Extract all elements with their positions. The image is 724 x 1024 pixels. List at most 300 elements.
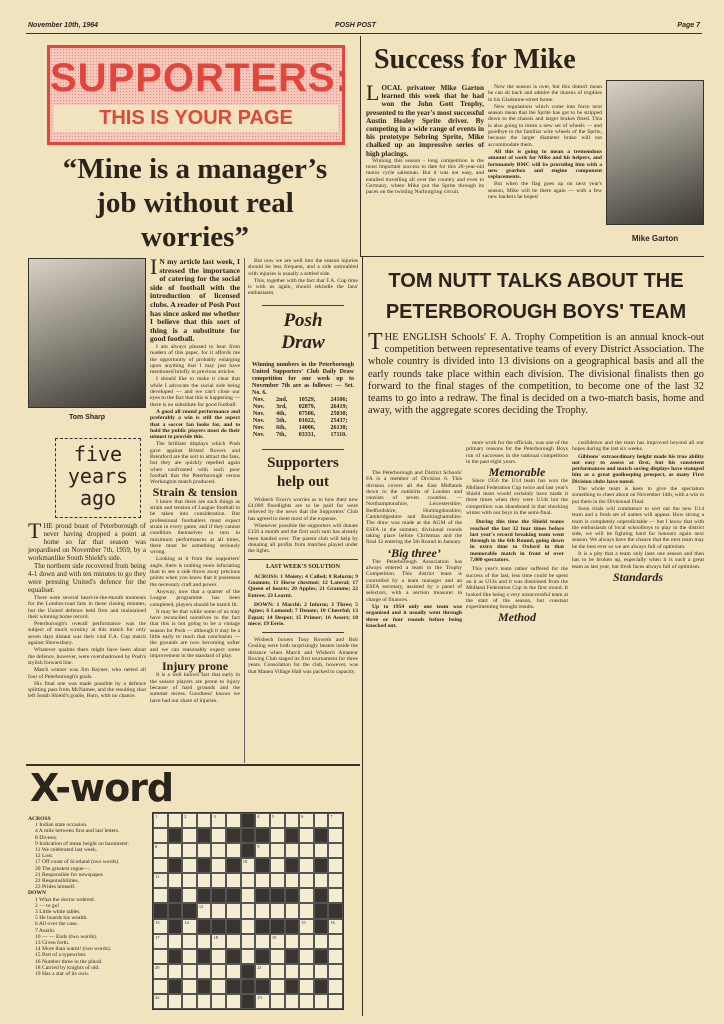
crossword-black-cell: [226, 888, 241, 903]
crossword-black-cell: [328, 903, 343, 918]
draw-row: [252, 418, 358, 425]
drop-cap: T: [368, 329, 383, 355]
crossword-cell[interactable]: [270, 979, 285, 994]
posh-draw-title: [248, 310, 358, 354]
crossword-black-cell: [285, 949, 300, 964]
article-paragraph: Now the season is over, but this doesn't mean he can sit back and admire the dozens of trophies in his Gladstone-street home.: [488, 84, 602, 103]
crossword-black-cell: [241, 828, 256, 843]
draw-cell: 03331,: [298, 431, 316, 438]
draw-cell: Nov.: [253, 410, 265, 417]
crossword-cell[interactable]: [182, 828, 197, 843]
crossword-cell[interactable]: [314, 873, 329, 888]
crossword-black-cell: [168, 979, 183, 994]
title-line: Draw: [281, 331, 325, 353]
draw-cell: 25038;: [330, 410, 348, 417]
crossword-black-cell: [168, 903, 183, 918]
header-rule: [26, 33, 702, 34]
clue-down: 18 Carried by knights of old.: [35, 964, 100, 971]
crossword-cell[interactable]: [255, 934, 270, 949]
crossword-cell[interactable]: [226, 934, 241, 949]
crossword-cell[interactable]: [285, 934, 300, 949]
box-title-line: years: [67, 464, 129, 488]
article-paragraph: Since 1956 the U14 team has won the Midland Federation Cup twice and last year's Shield team would certainly have made it three times when they were U14s but the competition was abandoned in that shocking winter with our boys in the semi-final.: [466, 478, 568, 516]
draw-cell: 6th,: [276, 424, 286, 431]
crossword-cell[interactable]: [241, 888, 256, 903]
crossword-cell[interactable]: [182, 949, 197, 964]
crossword-cell[interactable]: [285, 813, 300, 828]
clue-across: 9 Indication of mean height on barometer.: [35, 840, 129, 847]
crossword-cell[interactable]: [211, 964, 226, 979]
cell-number: 5: [271, 814, 275, 819]
crossword-cell[interactable]: [226, 843, 241, 858]
cell-number: 8: [155, 844, 158, 850]
crossword-black-cell: [197, 858, 212, 873]
article-paragraph: It is a pity that a team only lasts one season and then has to be broken up, especially when it is such a great team as last year, but fresh faces always full of optimism.: [572, 551, 704, 570]
crossword-cell[interactable]: [211, 994, 226, 1009]
crossword-cell[interactable]: [299, 964, 314, 979]
draw-row: [252, 404, 358, 411]
crossword-grid[interactable]: [152, 812, 344, 1010]
cell-number: 15: [301, 919, 306, 925]
crossword-cell[interactable]: [153, 813, 168, 828]
crossword-black-cell: [314, 949, 329, 964]
crossword-cell[interactable]: [168, 934, 183, 949]
clue-across: 22 Responsibilities.: [35, 878, 80, 885]
mike-article-col2: [488, 84, 602, 254]
crossword-cell[interactable]: [211, 858, 226, 873]
draw-cell: 2nd,: [276, 396, 288, 403]
crossword-cell[interactable]: [299, 873, 314, 888]
draw-cell: 14006,: [298, 424, 316, 431]
article-paragraph: During this time the Shield teams reached the last 32 four times before last year's record breaking team went through to the 6th Round, going down in extra time to Oxford in that memorable match in front of over 7,000 spectators.: [470, 519, 564, 564]
cell-number: 1: [155, 814, 158, 819]
crossword-cell[interactable]: [153, 994, 168, 1009]
draw-cell: 01022,: [298, 417, 316, 424]
crossword-cell[interactable]: [241, 903, 256, 918]
crossword-black-cell: [314, 919, 329, 934]
crossword-black-cell: [241, 994, 256, 1009]
draw-cell: 26419;: [330, 403, 348, 410]
crossword-black-cell: [314, 888, 329, 903]
crossword-cell[interactable]: [211, 813, 226, 828]
cell-number: 2: [184, 814, 187, 819]
crossword-cell[interactable]: [314, 813, 329, 828]
crossword-black-cell: [241, 964, 256, 979]
photo-caption: Tom Sharp: [68, 414, 106, 421]
article-paragraph: Wisbech Town's worries as to how their new £4,000 floodlights are to be paid for were relieved by the news that the Supporters' Club has agreed to meet most of the expense.: [248, 496, 358, 522]
subheading: ‘Big three’: [387, 545, 441, 560]
draw-cell: Nov.: [253, 417, 265, 424]
clue-down: 19 Has a star of its own.: [35, 971, 90, 978]
draw-row: [252, 425, 358, 432]
article-paragraph: But when the flag goes up on next year's season, Mike will be there again — with a few new backers he hopes!: [488, 181, 602, 201]
draw-cell: 3rd,: [276, 403, 287, 410]
drop-cap: I: [150, 258, 158, 279]
crossword-cell[interactable]: [328, 858, 343, 873]
article-paragraph: But now we are well into the season injuries should be less frequent, and a side untroubled with injuries is usually a settled side.: [248, 258, 358, 277]
crossword-cell[interactable]: [226, 873, 241, 888]
article-paragraph: Winning this season - long competition is the most important success to date for this 28-year-old motor cycle salesman. But it was not easy, and entailed travelling all over the country and even to Germany, where Mike put the Sprite through its paces on the twisting Nurburgring circuit.: [366, 157, 484, 196]
crossword-cell[interactable]: [197, 813, 212, 828]
article-paragraph: This, together with the fact that F.A. Cup time is with us again, should rekindle the fans' enthusiasm.: [248, 277, 358, 297]
article-paragraph: Up to 1954 only one team was organised and it usually went through three or four rounds before being knocked out.: [366, 603, 462, 629]
draw-cell: Nov.: [253, 424, 265, 431]
solution-title: LAST WEEK'S SOLUTION: [266, 564, 340, 571]
crossword-cell[interactable]: [270, 949, 285, 964]
crossword-cell[interactable]: [255, 843, 270, 858]
crossword-cell[interactable]: [241, 949, 256, 964]
crossword-cell[interactable]: [299, 903, 314, 918]
crossword-cell[interactable]: [299, 843, 314, 858]
draw-cell: 4th,: [276, 410, 286, 417]
crossword-black-cell: [241, 843, 256, 858]
cell-number: 6: [301, 814, 304, 819]
crossword-cell[interactable]: [299, 813, 314, 828]
crossword-cell[interactable]: [328, 873, 343, 888]
subheading: Method: [497, 610, 536, 625]
crossword-cell[interactable]: [226, 994, 241, 1009]
crossword-cell[interactable]: [299, 934, 314, 949]
crossword-cell[interactable]: [299, 949, 314, 964]
crossword-cell[interactable]: [241, 873, 256, 888]
crossword-cell[interactable]: [255, 964, 270, 979]
banner-title: SUPPORTERS:: [50, 56, 350, 100]
crossword-black-cell: [153, 903, 168, 918]
box-title-line: ago: [79, 486, 117, 510]
crossword-cell[interactable]: [168, 813, 183, 828]
crossword-cell[interactable]: [314, 843, 329, 858]
crossword-black-cell: [241, 979, 256, 994]
draw-cell: Nov.: [253, 396, 265, 403]
crossword-black-cell: [255, 858, 270, 873]
mike-headline: Success for Mike: [374, 44, 576, 75]
crossword-black-cell: [285, 888, 300, 903]
crossword-cell[interactable]: [168, 873, 183, 888]
article-paragraph: I know that there are such things as strain and tension of League football to be taken into consideration. But professional footballers must expect strain in every game, and if they cannot condition themselves to turn in maximum performances at all times, there must be something seriously wrong.: [150, 498, 240, 556]
crossword-cell[interactable]: [153, 843, 168, 858]
draw-results-table: [252, 397, 358, 439]
crossword-cell[interactable]: [314, 994, 329, 1009]
clue-across: 8 Divests.: [35, 834, 58, 841]
crossword-cell[interactable]: [211, 979, 226, 994]
crossword-cell[interactable]: [168, 843, 183, 858]
page-number: Page 7: [677, 22, 700, 29]
crossword-cell[interactable]: [197, 843, 212, 858]
article-paragraph: Soon trials will commence to sort out the new U14 team and a fresh set of names will appear. How strong a team is completely unpredictable — but I know that with the enthusiasm of local schoolboys to play in the district side, we will be fighting hard for honours again next season. We always have the chance that the next team may be the best ever so we are always full of optimism.: [572, 505, 704, 550]
column-divider: [360, 36, 361, 256]
crossword-cell[interactable]: [314, 964, 329, 979]
crossword-cell[interactable]: [197, 934, 212, 949]
nutt-headline: [368, 266, 704, 328]
supporters-help-title: Supporters help out: [267, 454, 339, 490]
crossword-cell[interactable]: [226, 813, 241, 828]
cell-number: 20: [155, 964, 160, 970]
crossword-black-cell: [197, 979, 212, 994]
xword-clues: [28, 816, 146, 977]
crossword-cell[interactable]: [211, 828, 226, 843]
clue-down: 16 Number three in the plural.: [35, 958, 103, 965]
article-paragraph: more work for the officials, was one of the primary reasons for the Peterborough Boys run of successes in the national competition in the past eight years.: [466, 440, 568, 465]
crossword-cell[interactable]: [285, 964, 300, 979]
five-years-article: [28, 522, 146, 762]
crossword-cell[interactable]: [255, 994, 270, 1009]
clue-down: 1 What the doctor ordered.: [35, 896, 96, 903]
crossword-cell[interactable]: [226, 964, 241, 979]
manager-article: [150, 258, 240, 763]
draw-row: [252, 411, 358, 418]
crossword-cell[interactable]: [299, 888, 314, 903]
crossword-black-cell: [285, 919, 300, 934]
crossword-black-cell: [168, 919, 183, 934]
crossword-cell[interactable]: [211, 934, 226, 949]
crossword-cell[interactable]: [328, 934, 343, 949]
crossword-cell[interactable]: [328, 843, 343, 858]
article-paragraph: I am always pleased to hear from readers of this paper, for it affords me the opportunity of probably enlarging upon anything that I may just have mentioned briefly in previous articles.: [150, 343, 240, 376]
crossword-cell[interactable]: [241, 858, 256, 873]
crossword-cell[interactable]: [328, 979, 343, 994]
article-paragraph: Whatever qualms there might have been about the defence, however, were overshadowed by Posh's stylish forward line.: [28, 647, 146, 666]
crossword-black-cell: [182, 903, 197, 918]
cell-number: 16: [330, 919, 335, 925]
clue-down: 14 More than warm! (two words).: [35, 946, 112, 953]
crossword-cell[interactable]: [270, 903, 285, 918]
crossword-cell[interactable]: [328, 919, 343, 934]
article-paragraph: This year's team rather suffered for the success of the last, less time could be spent on it as U14s and it was dismissed from the Midland Federation Cup in the first round. It looked like being a very unsuccessful team at the start of the season, but constant experimenting brought results.: [466, 566, 568, 611]
crossword-cell[interactable]: [182, 888, 197, 903]
nutt-intro: [368, 329, 704, 417]
article-paragraph: HE proud boast of Peterborough of never having dropped a point at home so far that season was jeopardised on November 7th, 1959, by a workmanlike South Shield's side.: [28, 522, 146, 562]
crossword-cell[interactable]: [168, 994, 183, 1009]
crossword-cell[interactable]: [197, 873, 212, 888]
article-paragraph: His final one was made possible by a defence splitting pass from McNamee, and the resulting shot left South Shield's goalie, Burn, with no chance.: [28, 680, 146, 700]
crossword-cell[interactable]: [299, 979, 314, 994]
subheading: Standards: [612, 569, 664, 584]
subheading: Memorable: [488, 465, 546, 480]
solution-down: DOWN: 1 Marchi; 2 Inform; 3 Three; 5 Agnes; 6 Lomond; 7 Denote; 10 Cheerful; 13 Equat; 14 Despot; 15 Primer; 16 Assert; 18 niece; 19 Eerie.: [248, 601, 358, 627]
article-paragraph: It is a well known fact that early in the season players are prone to injury because of hard grounds and the summer recess. Goodness' knows we have had our share of injuries.: [150, 672, 240, 704]
crossword-cell[interactable]: [226, 903, 241, 918]
cell-number: 14: [184, 919, 189, 925]
crossword-cell[interactable]: [197, 994, 212, 1009]
crossword-black-cell: [255, 828, 270, 843]
crossword-cell[interactable]: [197, 964, 212, 979]
crossword-cell[interactable]: [314, 934, 329, 949]
crossword-cell[interactable]: [270, 858, 285, 873]
clue-down: 3 Little white tablet.: [35, 909, 81, 916]
cell-number: 12: [198, 904, 204, 910]
draw-cell: 07506,: [298, 410, 316, 417]
article-paragraph: confidence and the team has improved beyond all our hopes during the last six weeks.: [572, 440, 704, 453]
crossword-cell[interactable]: [182, 873, 197, 888]
crossword-black-cell: [197, 949, 212, 964]
crossword-cell[interactable]: [270, 994, 285, 1009]
crossword-cell[interactable]: [299, 828, 314, 843]
draw-cell: 7th,: [276, 431, 286, 438]
crossword-cell[interactable]: [255, 873, 270, 888]
article-paragraph: New regulations which come into force next season mean that the Sprite has got to be stripped down to the chassis and larger brakes fitted. This is also going to mean a new set of wheels — and goodbye to the familiar wire wheels of the Sprite, because the larger diameter brake will not accommodate them.: [488, 103, 602, 148]
clue-across: 21 Responsible for newspaper.: [35, 871, 104, 878]
crossword-black-cell: [168, 828, 183, 843]
crossword-cell[interactable]: [255, 903, 270, 918]
cell-number: 9: [257, 844, 260, 850]
crossword-cell[interactable]: [270, 828, 285, 843]
crossword-cell[interactable]: [153, 964, 168, 979]
crossword-black-cell: [241, 813, 256, 828]
cell-number: 10: [242, 859, 248, 865]
crossword-black-cell: [255, 949, 270, 964]
crossword-black-cell: [211, 919, 226, 934]
crossword-black-cell: [197, 888, 212, 903]
crossword-cell[interactable]: [182, 994, 197, 1009]
crossword-cell[interactable]: [182, 813, 197, 828]
article-paragraph: A good all round performance and preferably a win is still the aspect that a soccer fan looks for, and to hold the public players must do their utmost to provide this.: [150, 408, 240, 441]
manager-headline: “Mine is a manager’s job without real worries”: [62, 153, 328, 253]
crossword-cell[interactable]: [285, 903, 300, 918]
cell-number: 11: [155, 874, 160, 880]
crossword-cell[interactable]: [168, 964, 183, 979]
crossword-cell[interactable]: [153, 949, 168, 964]
draw-row: [252, 397, 358, 404]
title-line: Posh: [283, 309, 323, 331]
subheading: Strain & tension: [152, 485, 238, 500]
article-paragraph: There were several heart-in-the-mouth moments for the London-road fans in these closing minutes, but the United defence held firm and maintained their winning home record.: [28, 595, 146, 620]
crossword-black-cell: [226, 828, 241, 843]
clue-down: 15 Part of a typewriter.: [35, 952, 87, 959]
article-paragraph: All this is going to mean a tremendous amount of work for Mike and his helpers, and fortunately BMC will be providing him with a new gearbox and engine component replacements.: [488, 148, 602, 181]
draw-cell: 24106;: [330, 396, 348, 403]
clue-down: 5 He hoards his wealth.: [35, 915, 88, 922]
crossword-cell[interactable]: [328, 994, 343, 1009]
crossword-black-cell: [168, 949, 183, 964]
clue-across: 1 Indian state occasion.: [35, 822, 88, 829]
article-paragraph: Gibbons' extraordinary height made his true ability not easy to assess at first, but his consistent performances and match saving displays have stamped him as a great goalkeeping prospect, as many First Division clubs have noted.: [572, 453, 704, 485]
crossword-cell[interactable]: [153, 828, 168, 843]
crossword-cell[interactable]: [153, 979, 168, 994]
article-paragraph: The northern side recovered from being 4-1 down and with ten minutes to go they were pressing United's defence for the equaliser.: [28, 562, 146, 594]
crossword-cell[interactable]: [270, 813, 285, 828]
crossword-cell[interactable]: [211, 903, 226, 918]
crossword-cell[interactable]: [211, 843, 226, 858]
crossword-cell[interactable]: [328, 964, 343, 979]
crossword-cell[interactable]: [270, 964, 285, 979]
side-column: [244, 258, 358, 763]
crossword-cell[interactable]: [153, 888, 168, 903]
clue-down: 7 Austin.: [35, 927, 56, 934]
headline-line: TOM NUTT TALKS ABOUT THE: [388, 270, 684, 292]
crossword-black-cell: [197, 919, 212, 934]
issue-date: November 10th, 1964: [28, 22, 99, 29]
clue-across: 17 Off coast of Scotland (two words).: [35, 859, 120, 866]
cell-number: 13: [155, 919, 160, 925]
crossword-cell[interactable]: [328, 813, 343, 828]
cell-number: 18: [213, 934, 218, 940]
clue-across: 4 A mile between first and last letters.: [35, 828, 120, 835]
box-title-line: five: [73, 442, 123, 466]
crossword-cell[interactable]: [270, 934, 285, 949]
crossword-cell[interactable]: [285, 873, 300, 888]
cell-number: 7: [330, 814, 333, 819]
draw-cell: 25437;: [330, 417, 348, 424]
crossword-cell[interactable]: [197, 903, 212, 918]
crossword-cell[interactable]: [299, 919, 314, 934]
crossword-cell[interactable]: [299, 994, 314, 1009]
draw-cell: 26138;: [330, 424, 348, 431]
mike-article-col1: [366, 84, 484, 254]
crossword-cell[interactable]: [241, 934, 256, 949]
clue-across: 11 We celebrated last week.: [35, 847, 98, 854]
crossword-cell[interactable]: [328, 888, 343, 903]
article-paragraph: The Peterborough Association has always entered a team in the Trophy Competition. This district team is controlled by a team manager and an ESFA secretary, assisted by a panel of selectors, with a section treasurer in charge of finances.: [366, 558, 462, 603]
crossword-black-cell: [285, 828, 300, 843]
crossword-cell[interactable]: [153, 919, 168, 934]
crossword-black-cell: [270, 888, 285, 903]
boxing-article: Wisbech boxers Tony Roweth and Bob Gosling were both surprisingly beaten inside the distance when March and Wisbech Amateur Boxing Club staged its first tournament for three years. Consolation for the club, however, was that Manea Village Hall was packed to capacity.: [248, 637, 358, 675]
crossword-cell[interactable]: [182, 843, 197, 858]
solution-across: ACROSS: 1 Moiety; 4 Called; 8 Reform; 9 Gnomon; 11 Horse chestnut; 12 Lateral; 17 Queen of hearts; 20 Apples; 21 Gramme; 22 Entree; 23 Learnt.: [248, 573, 358, 599]
banner-subtitle: THIS IS YOUR PAGE: [54, 105, 338, 132]
crossword-cell[interactable]: [182, 934, 197, 949]
headline-line: PETERBOROUGH BOYS' TEAM: [385, 301, 687, 323]
crossword-cell[interactable]: [153, 934, 168, 949]
crossword-cell[interactable]: [328, 949, 343, 964]
crossword-black-cell: [168, 858, 183, 873]
crossword-cell[interactable]: [153, 873, 168, 888]
article-paragraph: Looking at it from the supporters' angle, there is nothing more infuriating than to see a side throw away precious points when you know that it possesses the necessary craft and power.: [150, 556, 240, 588]
crossword-cell[interactable]: [153, 858, 168, 873]
crossword-black-cell: [285, 979, 300, 994]
drop-cap: L: [366, 84, 380, 105]
xword-title: X-word: [30, 766, 174, 810]
crossword-cell[interactable]: [270, 873, 285, 888]
crossword-black-cell: [255, 888, 270, 903]
crossword-cell[interactable]: [285, 994, 300, 1009]
crossword-cell[interactable]: [270, 843, 285, 858]
crossword-cell[interactable]: [211, 949, 226, 964]
article-paragraph: The Peterborough and District Schools' FA is a member of Division 6. This division covers all the East Midlands down to the outskirts of London and consists of seven counties. — Northamptonshire, Leicestershire, Bedfordshire, Huntingdonshire, Cambridgeshire and Buckinghamshire. The draw was made at the AGM of the ESFA in the summer, divisional rounds taking place before Christmas and the final 32 entering the 5th Round in January.: [366, 470, 462, 546]
nutt-col1: [366, 470, 462, 1015]
cell-number: 4: [257, 814, 260, 819]
crossword-cell[interactable]: [182, 919, 197, 934]
crossword-black-cell: [270, 919, 285, 934]
crossword-cell[interactable]: [182, 964, 197, 979]
crossword-cell[interactable]: [182, 979, 197, 994]
crossword-black-cell: [226, 949, 241, 964]
crossword-black-cell: [168, 888, 183, 903]
nutt-col2: [466, 440, 568, 1015]
crossword-cell[interactable]: [182, 858, 197, 873]
crossword-cell[interactable]: [299, 858, 314, 873]
crossword-cell[interactable]: [255, 813, 270, 828]
lead-paragraph: OCAL privateer Mike Garton learned this week that he had won the John Gott Trophy, presented to the year's most successful Austin Healey Sprite driver. By competing in a wide range of events in his prototype Sebring Sprite, Mike chalked up an impressive series of high placings.: [366, 84, 484, 158]
supporters-banner: [47, 45, 350, 145]
draw-cell: 10529,: [298, 396, 316, 403]
crossword-cell[interactable]: [285, 843, 300, 858]
section-rule: [360, 256, 704, 257]
tom-sharp-photo: [28, 258, 146, 408]
draw-row: [252, 432, 358, 439]
crossword-cell[interactable]: [328, 828, 343, 843]
clues-down-label: DOWN: [28, 890, 47, 897]
article-paragraph: The whole team is keen to give the spectators something to cheer about on November 14th, with a win to put them in the Divisional Final.: [572, 486, 704, 505]
clue-across: 20 The greatest rogue—.: [35, 865, 91, 872]
drop-cap: T: [28, 522, 42, 543]
crossword-black-cell: [226, 979, 241, 994]
crossword-black-cell: [285, 858, 300, 873]
crossword-black-cell: [226, 919, 241, 934]
crossword-black-cell: [314, 828, 329, 843]
crossword-cell[interactable]: [211, 873, 226, 888]
crossword-cell[interactable]: [241, 919, 256, 934]
